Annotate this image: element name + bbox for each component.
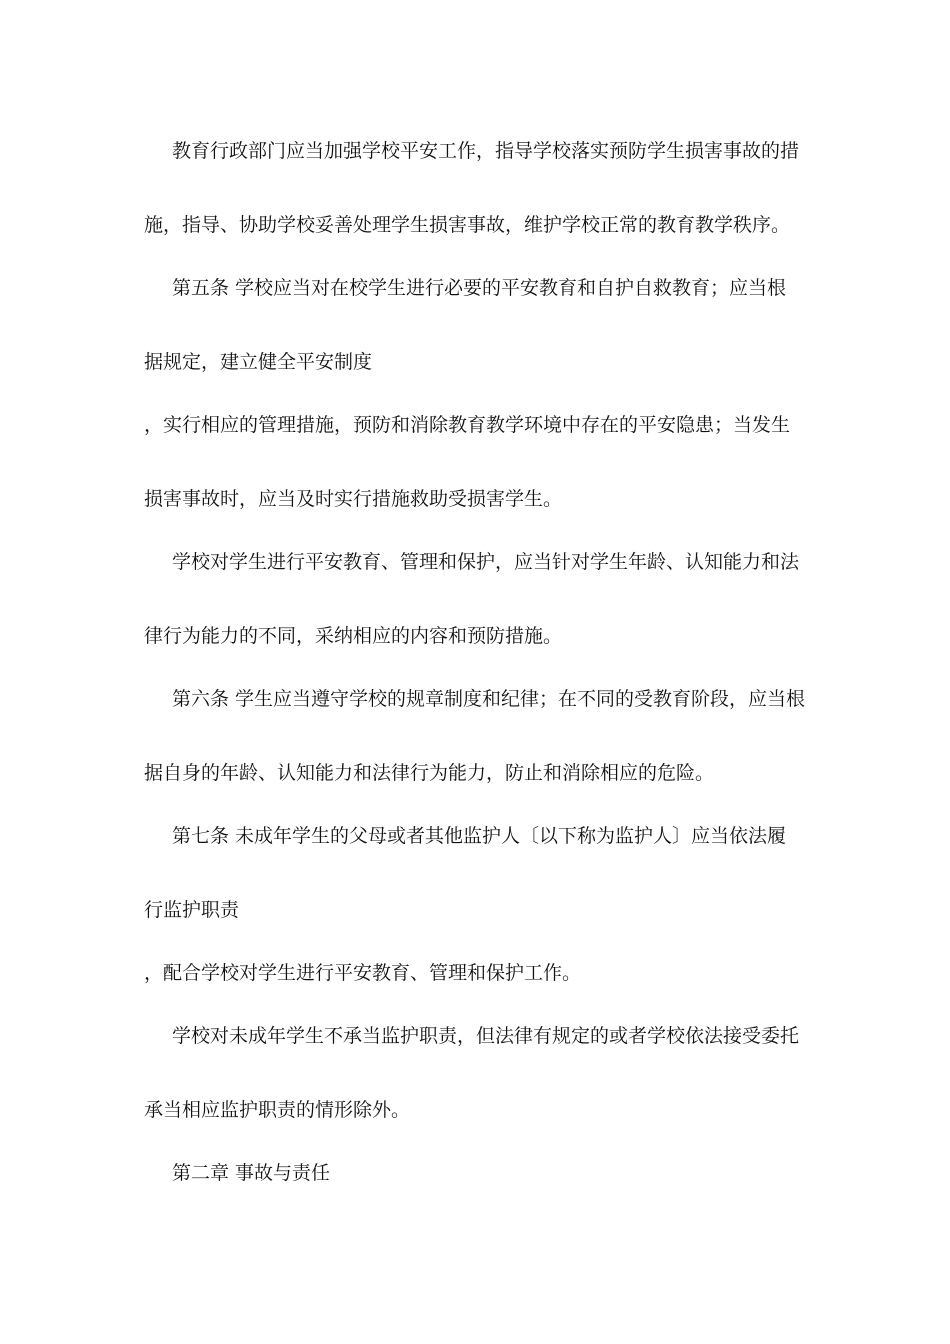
paragraph-line: 学校对未成年学生不承当监护职责，但法律有规定的或者学校依法接受委托 <box>172 1025 800 1047</box>
paragraph-line: 施，指导、协助学校妥善处理学生损害事故，维护学校正常的教育教学秩序。 <box>144 214 791 236</box>
paragraph-line: 学校对学生进行平安教育、管理和保护，应当针对学生年龄、认知能力和法 <box>172 551 800 573</box>
chapter-heading: 第二章 事故与责任 <box>172 1162 331 1184</box>
article-6-heading-line: 第六条 学生应当遵守学校的规章制度和纪律；在不同的受教育阶段，应当根 <box>172 688 806 710</box>
paragraph-line: ，配合学校对学生进行平安教育、管理和保护工作。 <box>144 962 582 984</box>
paragraph-line: 承当相应监护职责的情形除外。 <box>144 1099 411 1121</box>
paragraph-line: 行监护职责 <box>144 899 240 921</box>
article-7-heading-line: 第七条 未成年学生的父母或者其他监护人〔以下称为监护人〕应当依法履 <box>172 825 787 847</box>
paragraph-line: 据规定，建立健全平安制度 <box>144 351 373 373</box>
paragraph-line: 教育行政部门应当加强学校平安工作，指导学校落实预防学生损害事故的措 <box>172 140 800 162</box>
paragraph-line: ，实行相应的管理措施，预防和消除教育教学环境中存在的平安隐患；当发生 <box>144 414 791 436</box>
paragraph-line: 据自身的年龄、认知能力和法律行为能力，防止和消除相应的危险。 <box>144 762 715 784</box>
article-5-heading-line: 第五条 学校应当对在校学生进行必要的平安教育和自护自救教育；应当根 <box>172 277 787 299</box>
paragraph-line: 损害事故时，应当及时实行措施救助受损害学生。 <box>144 488 563 510</box>
paragraph-line: 律行为能力的不同，采纳相应的内容和预防措施。 <box>144 625 563 647</box>
